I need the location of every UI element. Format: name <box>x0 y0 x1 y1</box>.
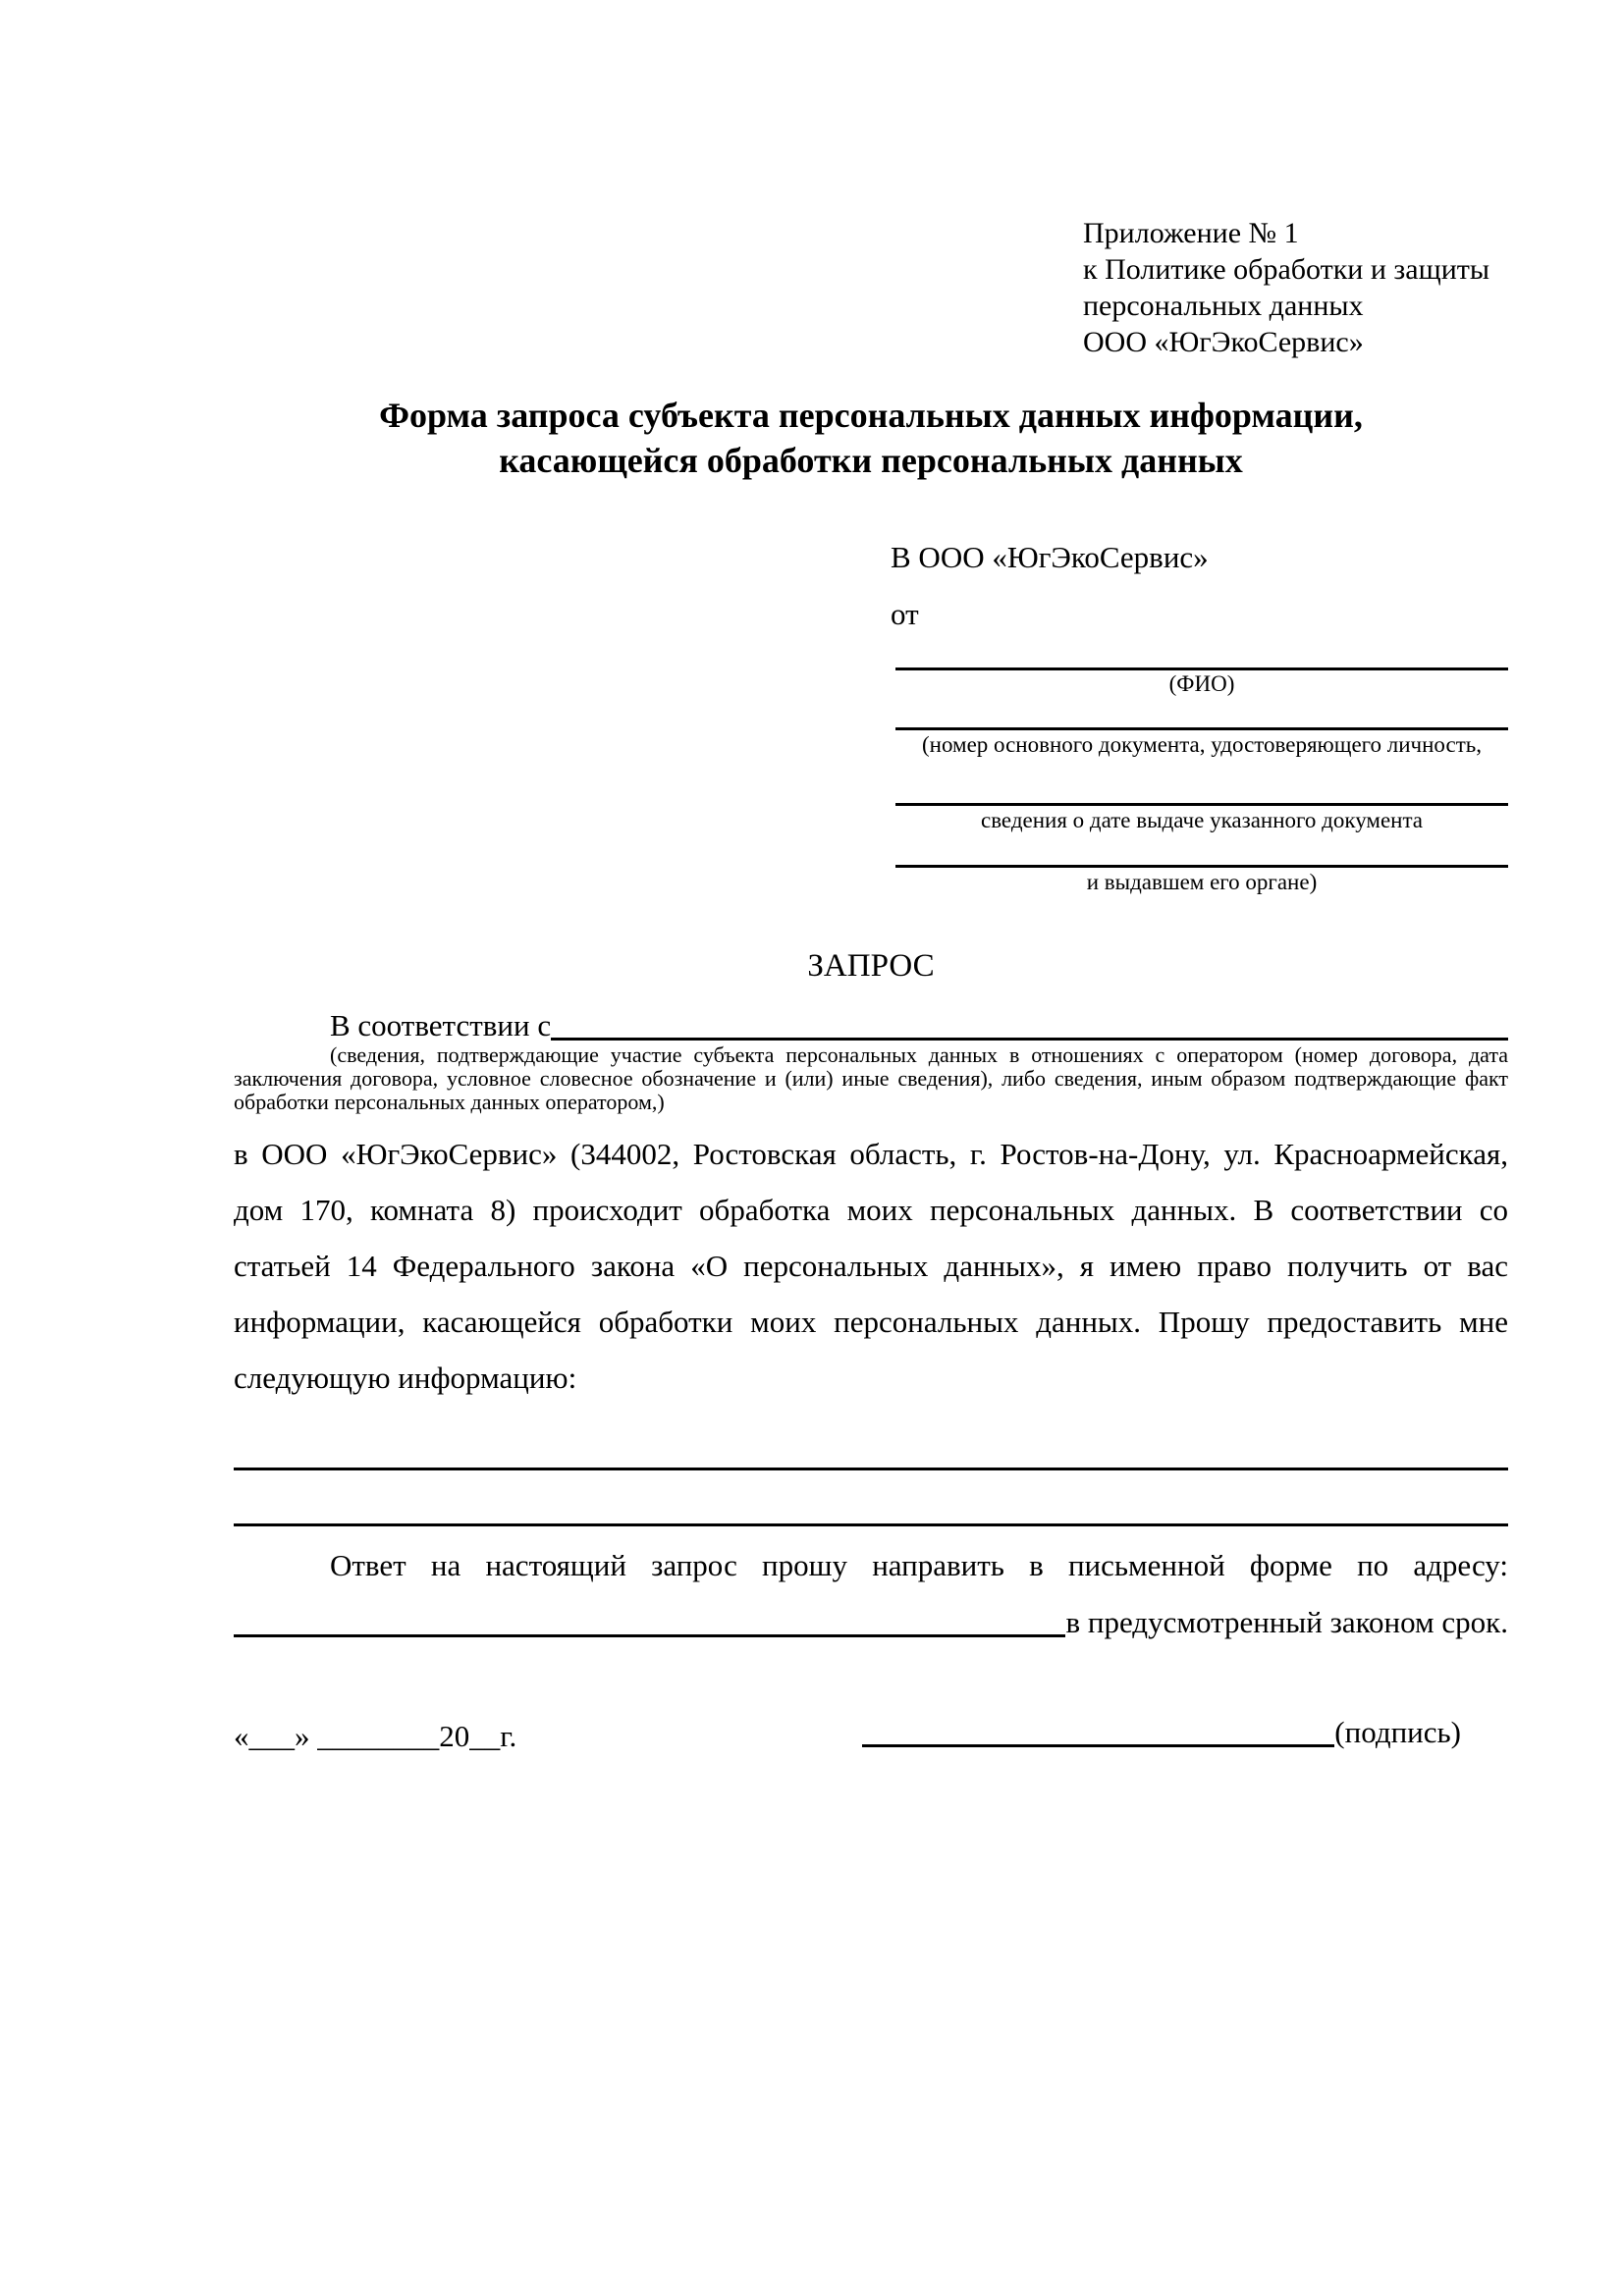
document-number-caption: (номер основного документа, удостоверяющего личность, <box>921 732 1482 757</box>
request-heading: ЗАПРОС <box>807 948 935 984</box>
body-paragraph: в ООО «ЮгЭкоСервис» (344002, Ростовская область, г. Ростов-на-Дону, ул. Красноармейская, дом 170, комната 8) происходит обработка моих персональных данных. В соответствии со статьей 14 Федерального закона «О персональных данных», я имею право получить от вас информации, касающейся обработки моих персональных данных. Прошу предоставить мне следующую информацию: <box>234 1137 1508 1395</box>
requested-info-blank-line-2[interactable] <box>234 1523 1508 1526</box>
signature-line <box>862 1714 1461 1751</box>
document-title <box>234 393 1508 483</box>
appendix-line: ООО «ЮгЭкоСервис» <box>1083 326 1364 358</box>
addressee-organization: В ООО «ЮгЭкоСервис» <box>891 540 1209 574</box>
document-number-blank-line[interactable] <box>895 727 1508 730</box>
appendix-line: к Политике обработки и защиты <box>1083 253 1490 286</box>
basis-line <box>234 1007 1508 1044</box>
basis-prefix: В соответствии с <box>330 1008 552 1042</box>
issuing-authority-caption: и выдавшем его органе) <box>1086 870 1318 894</box>
signature-blank-line[interactable] <box>862 1714 1334 1747</box>
reply-suffix-text: в предусмотренный законом срок. <box>1065 1605 1508 1639</box>
basis-blank-line[interactable] <box>551 1007 1508 1041</box>
signature-caption: (подпись) <box>1334 1715 1461 1749</box>
reply-request-paragraph: Ответ на настоящий запрос прошу направить в письменной форме по адресу: <box>330 1548 1508 1582</box>
issuing-authority-blank-line[interactable] <box>895 865 1508 868</box>
appendix-line: Приложение № 1 <box>1083 217 1299 249</box>
reply-address-line <box>234 1604 1508 1641</box>
document-title-line-2: касающейся обработки персональных данных <box>499 441 1243 480</box>
from-label: от <box>891 597 919 631</box>
appendix-line: персональных данных <box>1083 290 1364 322</box>
requested-info-blank-line-1[interactable] <box>234 1468 1508 1470</box>
fio-blank-line[interactable] <box>895 667 1508 670</box>
fio-caption: (ФИО) <box>1168 671 1235 696</box>
document-title-line-1: Форма запроса субъекта персональных данных информации, <box>379 396 1363 435</box>
issue-date-caption: сведения о дате выдаче указанного документа <box>980 808 1424 832</box>
appendix-reference-block <box>1083 215 1489 360</box>
issue-date-blank-line[interactable] <box>895 803 1508 806</box>
basis-footnote: (сведения, подтверждающие участие субъекта персональных данных в отношениях с оператором (номер договора, дата заключения договора, условное словесное обозначение и (или) иные сведения), либо сведения, иным образом подтверждающие факт обработки персональных данных оператором,) <box>234 1042 1508 1114</box>
date-blank-line[interactable]: «___» ________20__г. <box>234 1719 517 1753</box>
reply-address-blank-line[interactable] <box>234 1604 1065 1637</box>
